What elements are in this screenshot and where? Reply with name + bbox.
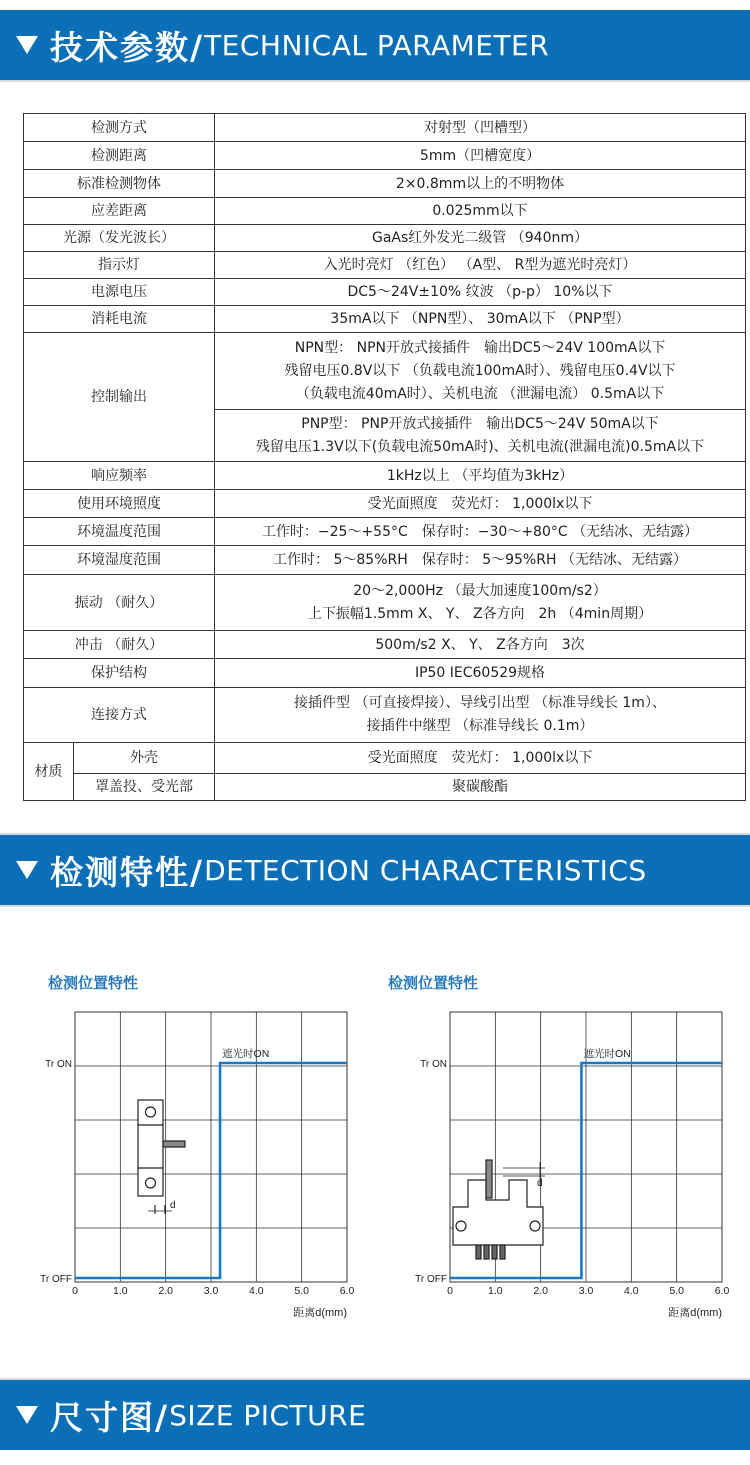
sensor-pin [476,1245,481,1259]
chart-title: 检测位置特性 [48,974,139,992]
spec-line: 接插件型 （可直接焊接）、导线引出型 （标准导线长 1m）、 [294,695,666,711]
spec-label: 光源（发光波长） [24,225,215,252]
spec-line: PNP型： PNP开放式接插件 输出DC5～24V 50mA以下 [301,415,659,432]
spec-value: 工作时： 5～85%RH 保存时： 5～95%RH （无结冰、无结露） [215,546,746,575]
spec-label: 保护结构 [24,659,215,688]
sensor-hole [146,1178,156,1188]
section-banner-detection [0,835,750,905]
x-tick-label: 0 [72,1285,78,1297]
sensor-drawing [453,1160,545,1259]
table-row [24,743,746,774]
section-title-cn: 技术参数/ [50,27,205,67]
table-row [24,659,746,688]
spec-value: 对射型（凹槽型） [215,114,746,142]
x-tick-label: 4.0 [624,1285,639,1297]
table-row [24,333,746,410]
spec-label: 应差距离 [24,198,215,225]
spec-sublabel: 外壳 [74,743,215,774]
x-tick-label: 2.0 [533,1285,548,1297]
table-row [24,114,746,142]
spec-value: 1kHz以上 （平均值为3kHz） [215,462,746,490]
spec-label: 消耗电流 [24,306,215,333]
table-row [24,170,746,198]
spec-value: 工作时：−25～+55°C 保存时：−30～+80°C （无结冰、无结露） [215,518,746,546]
detection-chart-1 [0,1000,375,1330]
detection-chart-2 [375,1000,750,1330]
spec-line: 接插件中继型 （标准导线长 0.1m） [366,718,594,734]
triangle-down-icon [16,36,38,54]
series-label: 遮光时ON [222,1048,270,1060]
spec-value [215,575,746,631]
spec-label: 电源电压 [24,279,215,306]
spec-value: 受光面照度 荧光灯： 1,000lx以下 [215,490,746,518]
series-label: 遮光时ON [583,1048,631,1060]
x-tick-label: 3.0 [578,1285,594,1297]
x-tick-label: 6.0 [339,1285,355,1297]
x-tick-label: 3.0 [203,1285,219,1297]
table-row [24,518,746,546]
spec-line: （负载电流40mA时）、关机电流 （泄漏电流） 0.5mA以下 [295,385,665,402]
spec-label: 振动 （耐久） [24,575,215,631]
spec-line: 20～2,000Hz （最大加速度100m/s2） [353,582,607,599]
sensor-hole [456,1221,466,1231]
spec-value: 0.025mm以下 [215,198,746,225]
spec-line: 残留电压1.3V以下(负载电流50mA时)、关机电流(泄漏电流)0.5mA以下 [255,438,705,455]
table-row [24,252,746,279]
spec-label: 连接方式 [24,688,215,743]
table-row [24,631,746,659]
sensor-pin [500,1245,505,1259]
spec-label: 环境湿度范围 [24,546,215,575]
x-axis-label: 距离d(mm) [293,1307,347,1319]
sensor-body [453,1180,543,1245]
table-row [24,225,746,252]
spec-line: NPN型： NPN开放式接插件 输出DC5～24V 100mA以下 [294,339,666,356]
spec-value: IP50 IEC60529规格 [215,659,746,688]
spec-value-pnp [215,410,746,462]
section-banner-technical [0,10,750,80]
section-title-en: DETECTION CHARACTERISTICS [204,853,647,887]
table-row [24,575,746,631]
spec-label: 标准检测物体 [24,170,215,198]
spec-label: 冲击 （耐久） [24,631,215,659]
section-title-en: TECHNICAL PARAMETER [204,28,550,62]
spec-label: 指示灯 [24,252,215,279]
table-row [24,490,746,518]
spec-line: 上下振幅1.5mm X、 Y、 Z各方向 2h （4min周期） [307,605,653,622]
spec-value: 聚碳酸酯 [215,774,746,801]
sensor-hole [146,1107,156,1117]
table-row [24,546,746,575]
section-banner-size [0,1380,750,1450]
spec-value [215,688,746,743]
spec-label: 材质 [24,743,74,801]
table-row [24,462,746,490]
spec-value-npn [215,333,746,410]
table-row [24,688,746,743]
section-title-en: SIZE PICTURE [169,1398,367,1432]
detected-object [486,1160,492,1198]
section-title-cn: 检测特性/ [50,852,205,892]
section-title-cn: 尺寸图/ [50,1397,170,1437]
spec-label: 控制输出 [24,333,215,462]
y-tick-label: Tr ON [45,1059,72,1070]
y-tick-label: Tr OFF [415,1274,447,1285]
spec-label: 环境温度范围 [24,518,215,546]
table-row [24,142,746,170]
spec-value: GaAs红外发光二级管 （940nm） [215,225,746,252]
x-tick-label: 1.0 [113,1285,128,1297]
chart-title: 检测位置特性 [388,974,479,992]
spec-value: 受光面照度 荧光灯： 1,000lx以下 [215,743,746,774]
divider [0,80,750,82]
x-axis-label: 距离d(mm) [668,1307,722,1319]
x-tick-label: 1.0 [488,1285,503,1297]
table-row [24,774,746,801]
y-tick-label: Tr ON [420,1059,447,1070]
spec-value: 35mA以下 （NPN型）、 30mA以下 （PNP型） [215,306,746,333]
spec-label: 检测距离 [24,142,215,170]
x-tick-label: 5.0 [669,1285,684,1297]
x-tick-label: 0 [447,1285,453,1297]
triangle-down-icon [16,1406,38,1424]
table-row [24,306,746,333]
spec-table [23,113,746,801]
spec-value: 5mm（凹槽宽度） [215,142,746,170]
spec-label: 检测方式 [24,114,215,142]
spec-label: 响应频率 [24,462,215,490]
detected-object [163,1141,185,1147]
spec-sublabel: 罩盖投、受光部 [74,774,215,801]
y-tick-label: Tr OFF [40,1274,72,1285]
table-row [24,279,746,306]
triangle-down-icon [16,861,38,879]
spec-value: 2×0.8mm以上的不明物体 [215,170,746,198]
x-tick-label: 4.0 [249,1285,264,1297]
sensor-pin [492,1245,497,1259]
sensor-drawing [138,1100,185,1214]
sensor-pin [484,1245,489,1259]
table-row [24,198,746,225]
dim-label: d [170,1200,176,1211]
x-tick-label: 6.0 [714,1285,730,1297]
dim-label: d [537,1178,543,1189]
divider [0,905,750,907]
spec-line: 残留电压0.8V以下 （负载电流100mA时）、残留电压0.4V以下 [284,362,676,379]
x-tick-label: 5.0 [294,1285,309,1297]
spec-value: 500m/s2 X、 Y、 Z各方向 3次 [215,631,746,659]
x-tick-label: 2.0 [158,1285,173,1297]
spec-label: 使用环境照度 [24,490,215,518]
spec-value: DC5～24V±10% 纹波 （p-p） 10%以下 [215,279,746,306]
sensor-hole [530,1221,540,1231]
spec-value: 入光时亮灯 （红色） （A型、 R型为遮光时亮灯） [215,252,746,279]
